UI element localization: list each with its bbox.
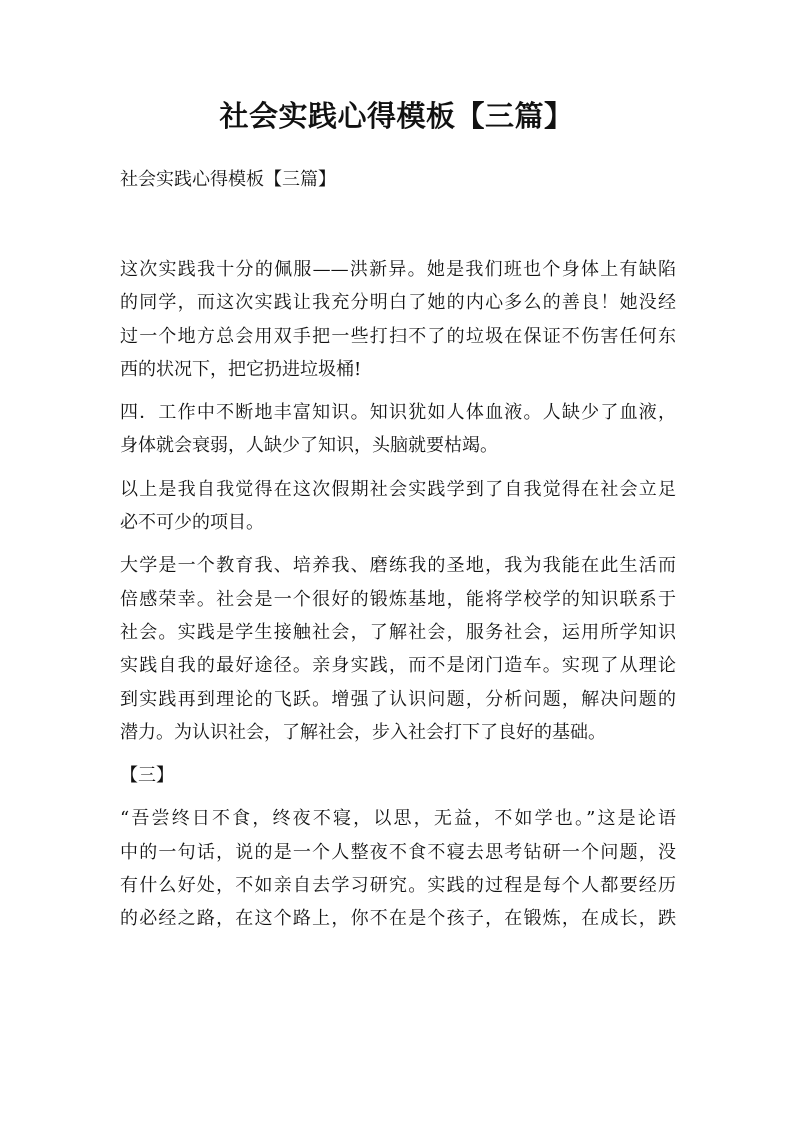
paragraph-line: 必不可少的项目。 <box>120 512 264 534</box>
document-subtitle: 社会实践心得模板【三篇】 <box>120 169 336 190</box>
paragraph-line: 以上是我自我觉得在这次假期社会实践学到了自我觉得在社会立足 <box>120 478 676 500</box>
paragraph-line: 过一个地方总会用双手把一些打扫不了的垃圾在保证不伤害任何东 <box>120 325 676 347</box>
paragraph-line: 的必经之路，在这个路上，你不在是个孩子，在锻炼，在成长，跌 <box>120 908 676 930</box>
paragraph-line: 身体就会衰弱，人缺少了知识，头脑就要枯竭。 <box>120 435 498 457</box>
paragraph-line: 社会。实践是学生接触社会，了解社会，服务社会，运用所学知识 <box>120 621 676 643</box>
paragraph-line: “吾尝终日不食，终夜不寝，以思，无益，不如学也。”这是论语 <box>120 808 676 830</box>
paragraph <box>120 549 676 749</box>
paragraph-line: 这次实践我十分的佩服——洪新异。她是我们班也个身体上有缺陷 <box>120 259 676 280</box>
paragraph-line: 【三】 <box>120 765 174 787</box>
document-title: 社会实践心得模板【三篇】 <box>219 99 574 133</box>
paragraph-line: 有什么好处，不如亲自去学习研究。实践的过程是每个人都要经历 <box>120 875 676 897</box>
paragraph-line: 的同学，而这次实践让我充分明白了她的内心多么的善良！她没经 <box>120 292 676 314</box>
document-body <box>120 253 676 946</box>
paragraph <box>120 253 676 386</box>
paragraph-line: 实践自我的最好途径。亲身实践，而不是闭门造车。实现了从理论 <box>120 655 676 677</box>
paragraph-line: 大学是一个教育我、培养我、磨练我的圣地，我为我能在此生活而 <box>120 555 676 577</box>
paragraph-line: 中的一句话，说的是一个人整夜不食不寝去思考钻研一个问题，没 <box>120 841 676 863</box>
paragraph-line: 四．工作中不断地丰富知识。知识犹如人体血液。人缺少了血液， <box>120 402 676 424</box>
paragraph-line: 倍感荣幸。社会是一个很好的锻炼基地，能将学校学的知识联系于 <box>120 588 676 610</box>
paragraph <box>120 802 676 935</box>
paragraph-line: 西的状况下，把它扔进垃圾桶! <box>120 358 362 380</box>
section-heading <box>120 759 676 792</box>
paragraph <box>120 396 676 463</box>
paragraph <box>120 473 676 540</box>
paragraph-line: 潜力。为认识社会，了解社会，步入社会打下了良好的基础。 <box>120 721 606 743</box>
paragraph-line: 到实践再到理论的飞跃。增强了认识问题，分析问题，解决问题的 <box>120 688 676 710</box>
